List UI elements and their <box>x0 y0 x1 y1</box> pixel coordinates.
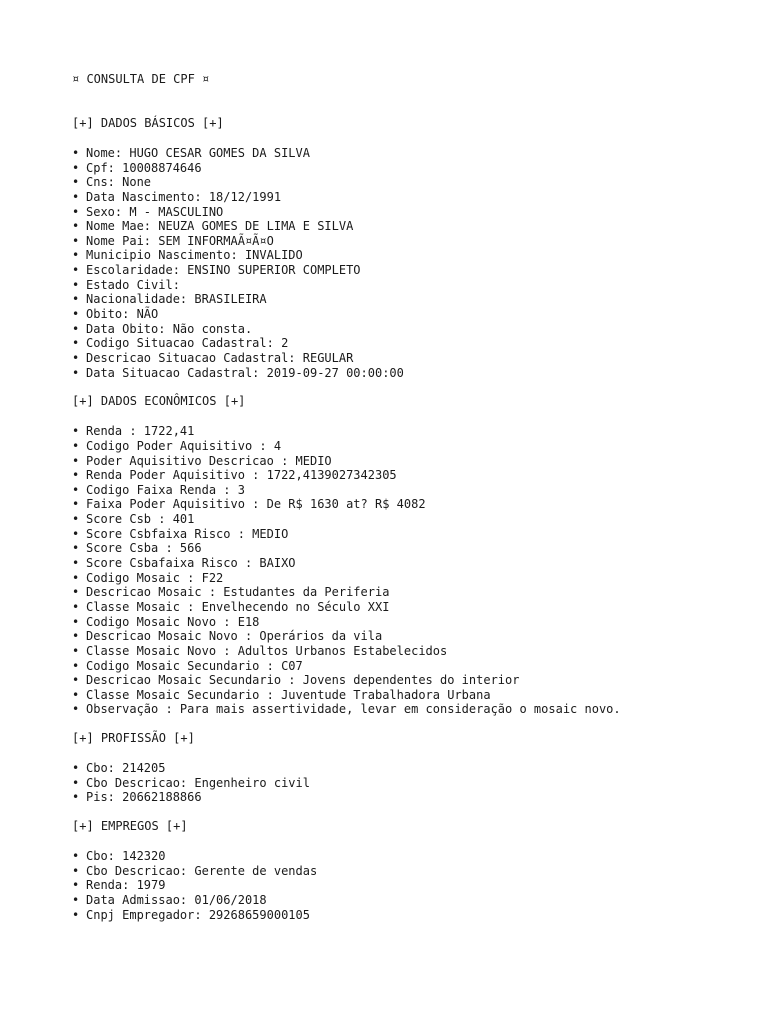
list-item: • Classe Mosaic : Envelhecendo no Século XXI <box>72 599 390 614</box>
list-item: • Codigo Faixa Renda : 3 <box>72 482 245 497</box>
bullet-icon: • <box>72 585 80 600</box>
list-item: • Poder Aquisitivo Descricao : MEDIO <box>72 453 332 468</box>
list-item: • Codigo Mosaic : F22 <box>72 570 224 585</box>
list-item: • Codigo Poder Aquisitivo : 4 <box>72 438 282 453</box>
bullet-icon: • <box>72 350 80 365</box>
bullet-icon: • <box>72 189 80 204</box>
list-item: • Nome Pai: SEM INFORMAÃ¤Ã¤O <box>72 233 274 248</box>
bullet-icon: • <box>72 277 80 292</box>
bullet-icon: • <box>72 146 80 160</box>
list-item: • Score Csb : 401 <box>72 512 195 527</box>
list-item: • Score Csbfaixa Risco : MEDIO <box>72 526 289 541</box>
bullet-icon: • <box>72 892 80 907</box>
list-item: • Cpf: 10008874646 <box>72 160 202 175</box>
bullet-icon: • <box>72 453 80 468</box>
bullet-icon: • <box>72 526 80 541</box>
bullet-icon: • <box>72 878 80 893</box>
list-item: • Faixa Poder Aquisitivo : De R$ 1630 at? R$ 4082 <box>72 497 426 512</box>
bullet-icon: • <box>72 307 80 322</box>
list-item: • Codigo Mosaic Secundario : C07 <box>72 658 303 673</box>
bullet-icon: • <box>72 658 80 673</box>
bullet-icon: • <box>72 599 80 614</box>
list-item: • Cbo: 214205 <box>72 761 166 776</box>
list-item: • Cns: None <box>72 175 152 190</box>
list-item: • Pis: 20662188866 <box>72 790 202 805</box>
field-list <box>72 849 752 922</box>
bullet-icon: • <box>72 614 80 629</box>
bullet-icon: • <box>72 248 80 263</box>
list-item: • Cnpj Empregador: 29268659000105 <box>72 907 310 922</box>
bullet-icon: • <box>72 468 80 483</box>
list-item: • Escolaridade: ENSINO SUPERIOR COMPLETO <box>72 263 361 278</box>
field-list <box>72 761 752 805</box>
bullet-icon: • <box>72 424 80 439</box>
list-item: • Obito: NÃO <box>72 307 159 322</box>
bullet-icon: • <box>72 438 80 453</box>
bullet-icon: • <box>72 204 80 219</box>
list-item: • Descricao Mosaic : Estudantes da Periferia <box>72 585 390 600</box>
bullet-icon: • <box>72 761 80 776</box>
list-item: • Observação : Para mais assertividade, levar em consideração o mosaic novo. <box>72 702 621 717</box>
bullet-icon: • <box>72 775 80 790</box>
list-item: • Renda: 1979 <box>72 878 166 893</box>
bullet-icon: • <box>72 263 80 278</box>
bullet-icon: • <box>72 233 80 248</box>
list-item: • Data Admissao: 01/06/2018 <box>72 892 267 907</box>
bullet-icon: • <box>72 292 80 307</box>
list-item: • Data Situacao Cadastral: 2019-09-27 00:00:00 <box>72 365 404 380</box>
list-item: • Estado Civil: <box>72 277 180 292</box>
list-item: • Descricao Mosaic Secundario : Jovens dependentes do interior <box>72 673 520 688</box>
list-item: • Data Obito: Não consta. <box>72 321 253 336</box>
bullet-icon: • <box>72 556 80 571</box>
bullet-icon: • <box>72 907 80 922</box>
field-list <box>72 146 752 380</box>
bullet-icon: • <box>72 863 80 878</box>
bullet-icon: • <box>72 848 80 863</box>
section-empregos <box>72 819 752 922</box>
section-header: [+] DADOS ECONÔMICOS [+] <box>72 394 246 409</box>
list-item: • Codigo Mosaic Novo : E18 <box>72 614 260 629</box>
bullet-icon: • <box>72 512 80 527</box>
bullet-icon: • <box>72 175 80 190</box>
bullet-icon: • <box>72 673 80 688</box>
list-item: • Cbo: 142320 <box>72 848 166 863</box>
bullet-icon: • <box>72 702 80 717</box>
bullet-icon: • <box>72 570 80 585</box>
list-item: • Renda : 1722,41 <box>72 424 195 439</box>
list-item: • Sexo: M - MASCULINO <box>72 204 224 219</box>
list-item: • Descricao Mosaic Novo : Operários da vila <box>72 629 383 644</box>
list-item: • Nome Mae: NEUZA GOMES DE LIMA E SILVA <box>72 219 354 234</box>
field-list <box>72 424 752 717</box>
list-item: • Nome: HUGO CESAR GOMES DA SILVA <box>72 146 310 160</box>
section-dados-basicos <box>72 116 752 380</box>
bullet-icon: • <box>72 321 80 336</box>
list-item: • Codigo Situacao Cadastral: 2 <box>72 336 289 351</box>
bullet-icon: • <box>72 336 80 351</box>
bullet-icon: • <box>72 643 80 658</box>
bullet-icon: • <box>72 365 80 380</box>
section-profissao <box>72 731 752 805</box>
bullet-icon: • <box>72 482 80 497</box>
bullet-icon: • <box>72 541 80 556</box>
bullet-icon: • <box>72 497 80 512</box>
bullet-icon: • <box>72 219 80 234</box>
list-item: • Descricao Situacao Cadastral: REGULAR <box>72 350 354 365</box>
section-header: [+] DADOS BÁSICOS [+] <box>72 116 224 130</box>
list-item: • Classe Mosaic Secundario : Juventude Trabalhadora Urbana <box>72 687 491 702</box>
list-item: • Data Nascimento: 18/12/1991 <box>72 189 282 204</box>
section-header: [+] PROFISSÃO [+] <box>72 731 195 746</box>
list-item: • Municipio Nascimento: INVALIDO <box>72 248 303 263</box>
list-item: • Score Csba : 566 <box>72 541 202 556</box>
list-item: • Nacionalidade: BRASILEIRA <box>72 292 267 307</box>
list-item: • Cbo Descricao: Engenheiro civil <box>72 775 310 790</box>
section-dados-economicos <box>72 394 752 717</box>
document-title: ¤ CONSULTA DE CPF ¤ <box>72 72 210 86</box>
section-header: [+] EMPREGOS [+] <box>72 818 188 833</box>
bullet-icon: • <box>72 629 80 644</box>
list-item: • Score Csbafaixa Risco : BAIXO <box>72 556 296 571</box>
list-item: • Classe Mosaic Novo : Adultos Urbanos Estabelecidos <box>72 643 448 658</box>
document-page <box>72 72 752 922</box>
bullet-icon: • <box>72 160 80 175</box>
bullet-icon: • <box>72 687 80 702</box>
list-item: • Renda Poder Aquisitivo : 1722,4139027342305 <box>72 468 397 483</box>
list-item: • Cbo Descricao: Gerente de vendas <box>72 863 318 878</box>
bullet-icon: • <box>72 790 80 805</box>
